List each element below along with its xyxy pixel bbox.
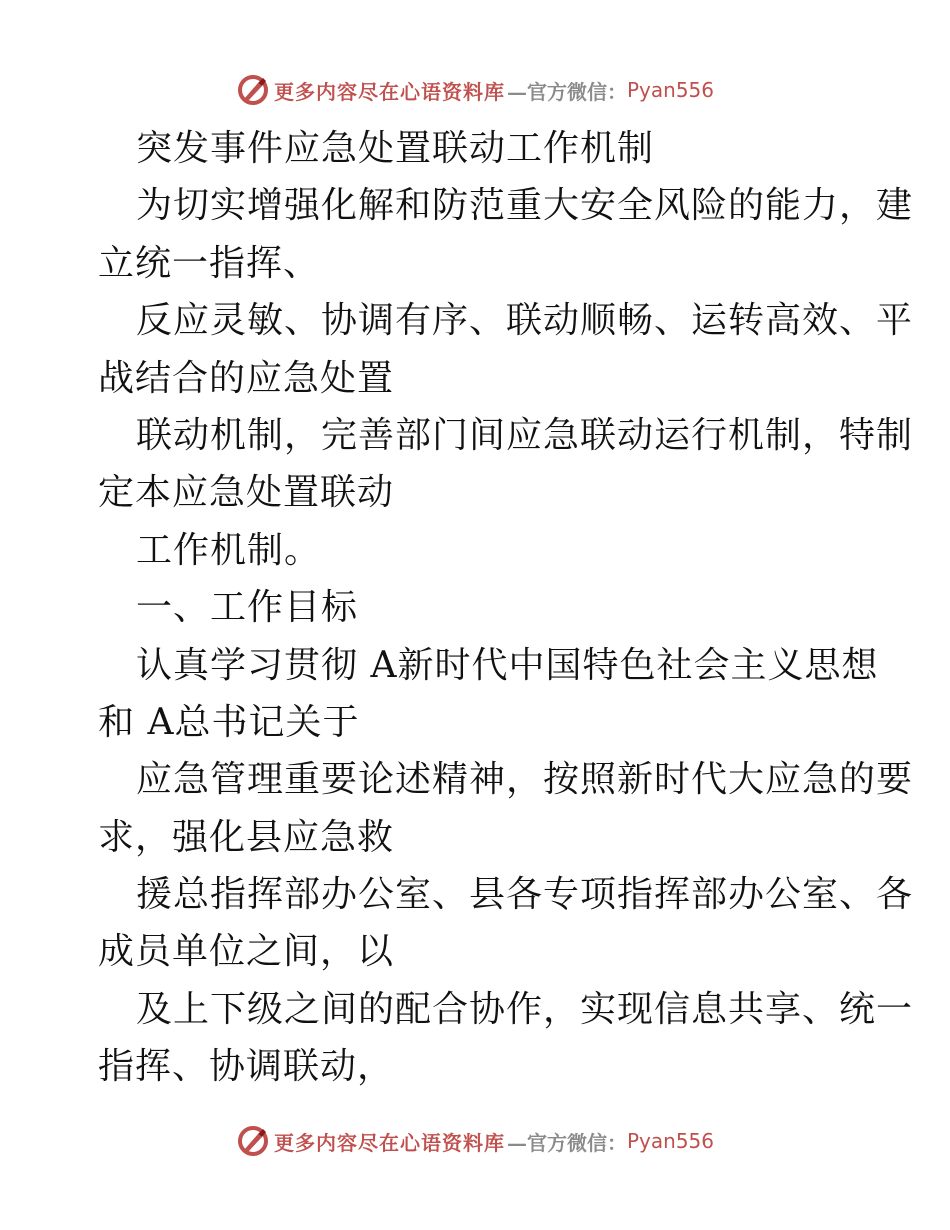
watermark-separator: —官方微信：: [506, 79, 627, 104]
paragraph-line: 及上下级之间的配合协作，实现信息共享、统一: [136, 988, 914, 1030]
paragraph-line: 求，强化县应急救: [98, 816, 395, 858]
paragraph-line: 应急管理重要论述精神，按照新时代大应急的要: [136, 759, 914, 801]
pen-logo-icon: [236, 73, 270, 107]
pen-logo-icon: [236, 1124, 270, 1158]
document-title: 突发事件应急处置联动工作机制: [136, 128, 655, 169]
document-body: [98, 120, 914, 1096]
paragraph-line: 联动机制，完善部门间应急联动运行机制，特制: [136, 414, 914, 456]
watermark-wechat-id: Pyan556: [626, 78, 714, 102]
paragraph-line: 成员单位之间，以: [98, 931, 395, 973]
watermark-site-text: 更多内容尽在心语资料库: [273, 1130, 505, 1155]
paragraph-line: 反应灵敏、协调有序、联动顺畅、运转高效、平: [136, 300, 914, 342]
watermark-separator: —官方微信：: [506, 1130, 627, 1155]
paragraph-line: 为切实增强化解和防范重大安全风险的能力，建: [136, 185, 914, 227]
paragraph-line: 立统一指挥、: [98, 242, 321, 284]
watermark-wechat-id: Pyan556: [626, 1129, 714, 1153]
header-watermark: [0, 70, 950, 110]
paragraph-line: 和 A总书记关于: [98, 701, 360, 743]
paragraph-line: 战结合的应急处置: [98, 357, 395, 399]
section-heading: 一、工作目标: [136, 587, 359, 629]
watermark-site-text: 更多内容尽在心语资料库: [273, 79, 505, 104]
footer-watermark: [0, 1121, 950, 1161]
paragraph-line: 定本应急处置联动: [98, 472, 395, 514]
paragraph-line: 认真学习贯彻 A新时代中国特色社会主义思想: [136, 644, 879, 686]
paragraph-line: 援总指挥部办公室、县各专项指挥部办公室、各: [136, 874, 914, 916]
paragraph-line: 指挥、协调联动，: [98, 1046, 395, 1088]
paragraph-line: 工作机制。: [136, 529, 322, 571]
